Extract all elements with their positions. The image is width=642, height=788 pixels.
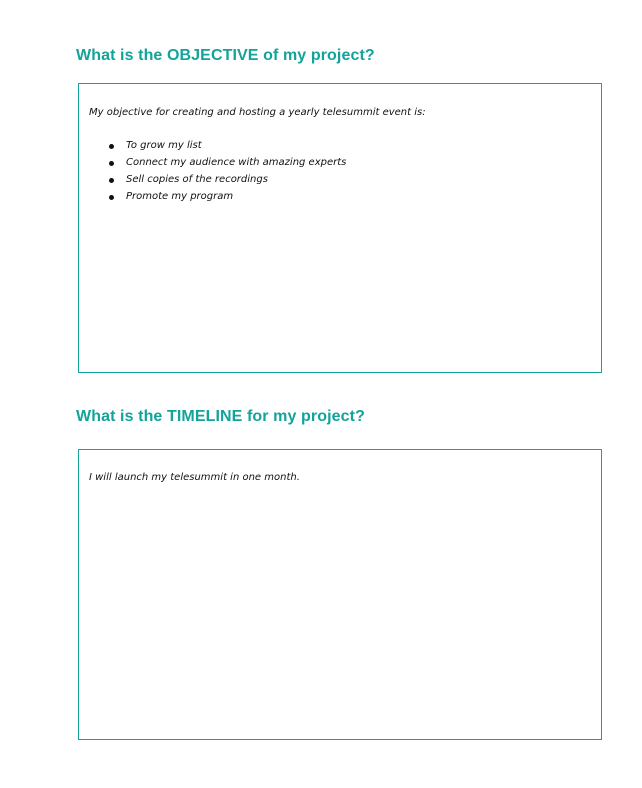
objective-bullet-list	[105, 140, 346, 208]
timeline-heading: What is the TIMELINE for my project?	[76, 408, 365, 425]
bullet-icon	[109, 178, 114, 183]
list-item	[105, 140, 346, 157]
timeline-answer-box	[78, 449, 602, 740]
bullet-icon	[109, 195, 114, 200]
list-item	[105, 174, 346, 191]
list-item-text: Promote my program	[126, 191, 234, 202]
list-item-text: Sell copies of the recordings	[126, 174, 268, 185]
objective-intro-text: My objective for creating and hosting a yearly telesummit event is:	[89, 107, 426, 118]
timeline-text: I will launch my telesummit in one month.	[89, 472, 300, 483]
objective-heading: What is the OBJECTIVE of my project?	[76, 47, 375, 64]
list-item-text: To grow my list	[126, 140, 202, 151]
list-item-text: Connect my audience with amazing experts	[126, 157, 347, 168]
list-item	[105, 191, 346, 208]
list-item	[105, 157, 346, 174]
objective-answer-box	[78, 83, 602, 373]
bullet-icon	[109, 161, 114, 166]
bullet-icon	[109, 144, 114, 149]
